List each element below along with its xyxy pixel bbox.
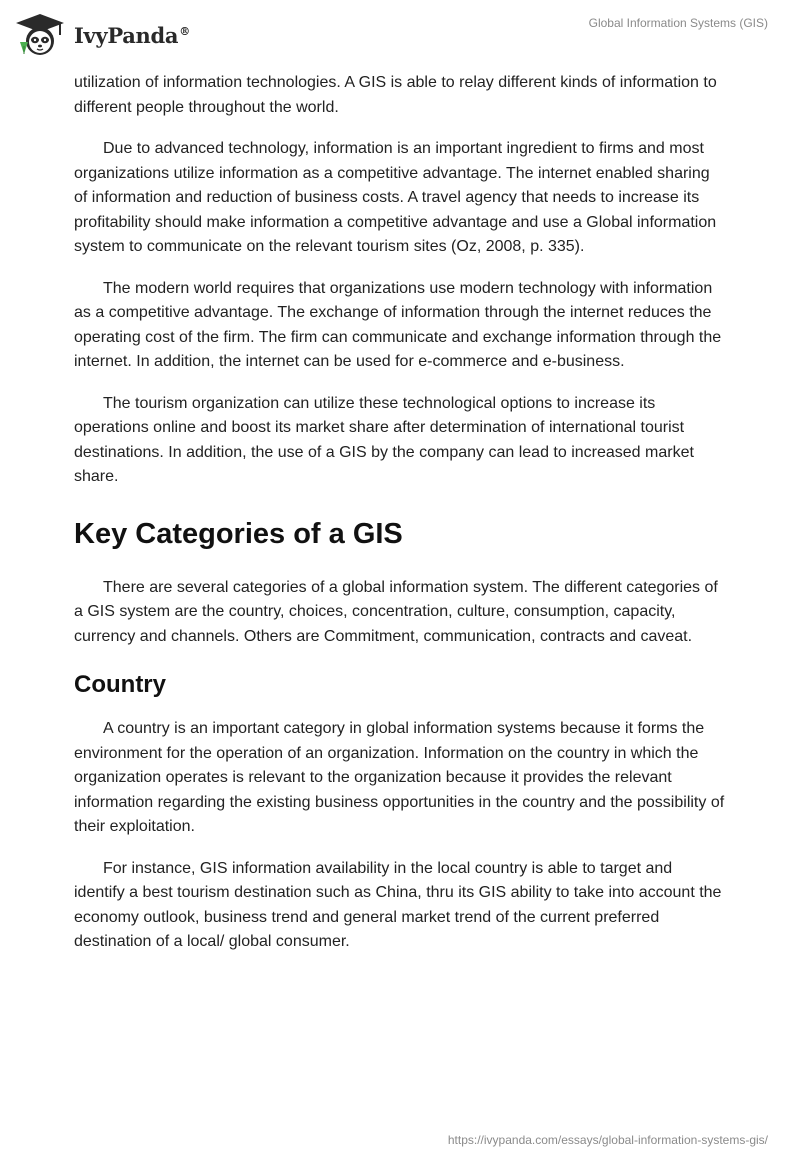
ivypanda-logo[interactable] [14,10,190,60]
paragraph: utilization of information technologies. A GIS is able to relay different kinds of information to different people throughout the world. [74,74,717,116]
section-heading-key-categories: Key Categories of a GIS [74,517,403,550]
source-url[interactable]: https://ivypanda.com/essays/global-information-systems-gis/ [447,1133,768,1147]
logo-registered-mark: ® [179,24,190,38]
logo-text: IvyPanda® [74,22,190,48]
paragraph: The modern world requires that organizations use modern technology with information as a competitive advantage. The exchange of information through the internet reduces the operating cost of the firm. The firm can communicate and exchange information through the internet. In addition, the internet can be used for e-commerce and e-business. [74,279,722,370]
paragraph: A country is an important category in global information systems because it forms the environment for the operation of an organization. Information on the country in which the organization operates is relevant to the organization because it provides the relevant information regarding the existing business opportunities in the country and the possibility of their exploitation. [74,720,725,835]
essay-body [74,71,726,972]
panda-graduate-icon [14,12,66,58]
subsection-heading-country: Country [74,671,166,698]
paragraph: There are several categories of a global information system. The different categories of a GIS system are the country, choices, concentration, culture, consumption, capacity, currency and channels. Others are Commitment, communication, contracts and caveat. [74,578,718,645]
paragraph: For instance, GIS information availability in the local country is able to target and identify a best tourism destination such as China, thru its GIS ability to take into account the economy outlook, business trend and general market trend of the current preferred destination of a local/ global consumer. [74,859,722,950]
paragraph: The tourism organization can utilize these technological options to increase its operations online and boost its market share after determination of international tourist destinations. In addition, the use of a GIS by the company can lead to increased market share. [74,394,694,485]
document-title: Global Information Systems (GIS) [588,16,768,30]
page-header [0,0,800,70]
paragraph: Due to advanced technology, information is an important ingredient to firms and most organizations utilize information as a competitive advantage. The internet enabled sharing of information and reduction of business costs. A travel agency that needs to increase its profitability should make information a competitive advantage and use a Global information system to communicate on the relevant tourism sites (Oz, 2008, p. 335). [74,140,717,255]
